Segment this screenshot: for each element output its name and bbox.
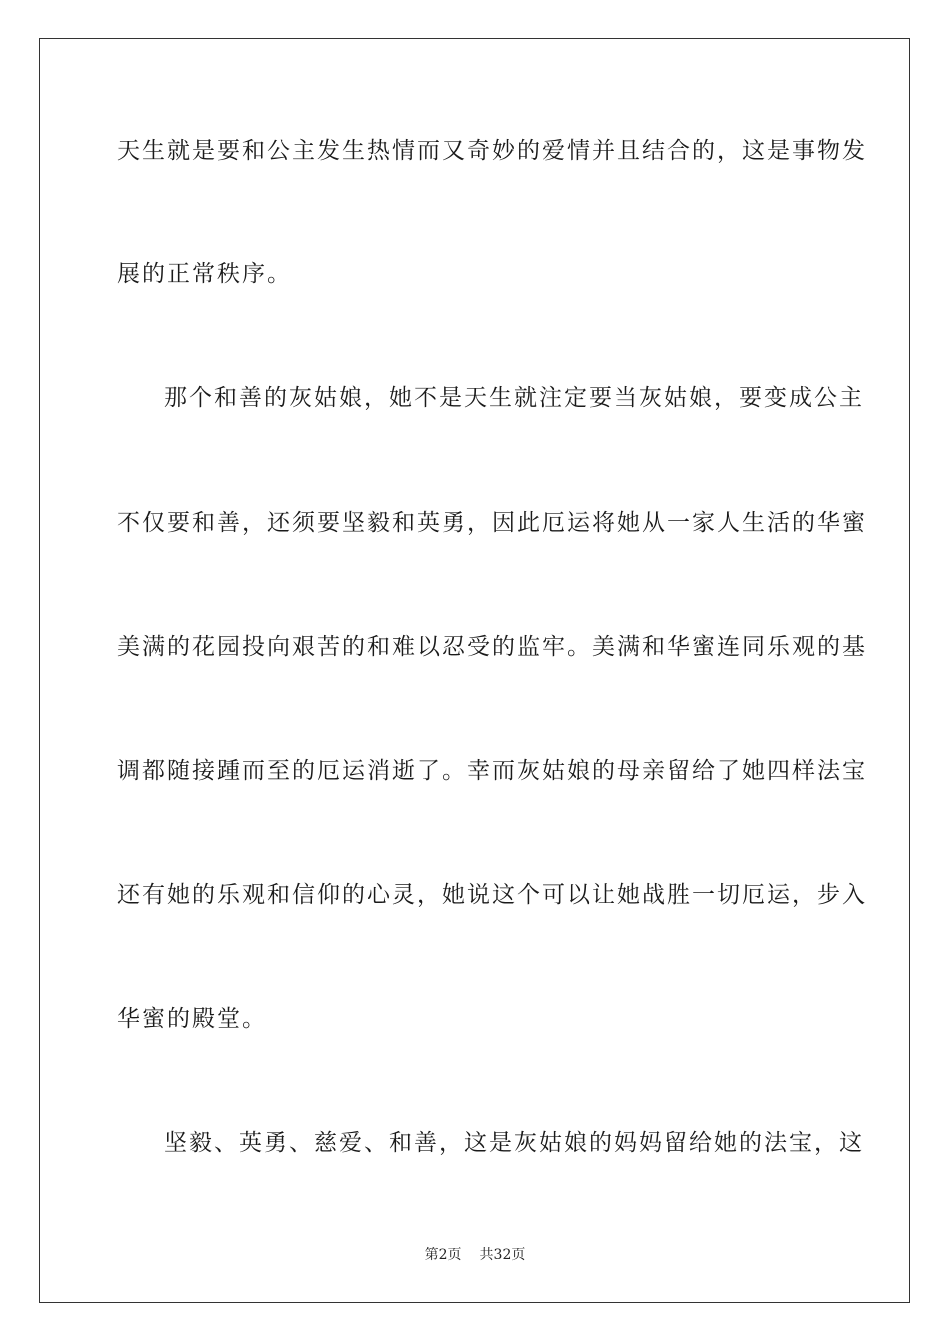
text-line-1: 天生就是要和公主发生热情而又奇妙的爱情并且结合的，这是事物发 — [117, 138, 867, 164]
text-line-2: 展的正常秩序。 — [117, 261, 292, 287]
text-line-5: 美满的花园投向艰苦的和难以忍受的监牢。美满和华蜜连同乐观的基 — [117, 634, 867, 660]
text-line-7: 还有她的乐观和信仰的心灵，她说这个可以让她战胜一切厄运，步入 — [117, 882, 867, 908]
total-pages: 共32页 — [479, 1247, 526, 1263]
page-number: 第2页 — [424, 1247, 462, 1263]
text-line-3: 那个和善的灰姑娘，她不是天生就注定要当灰姑娘，要变成公主 — [164, 385, 864, 411]
text-line-6: 调都随接踵而至的厄运消逝了。幸而灰姑娘的母亲留给了她四样法宝 — [117, 758, 867, 784]
page-border — [39, 38, 910, 1303]
text-line-9: 坚毅、英勇、慈爱、和善，这是灰姑娘的妈妈留给她的法宝，这 — [164, 1130, 864, 1156]
text-line-4: 不仅要和善，还须要坚毅和英勇，因此厄运将她从一家人生活的华蜜 — [117, 510, 867, 536]
page-footer — [0, 1246, 950, 1264]
text-line-8: 华蜜的殿堂。 — [117, 1006, 267, 1032]
